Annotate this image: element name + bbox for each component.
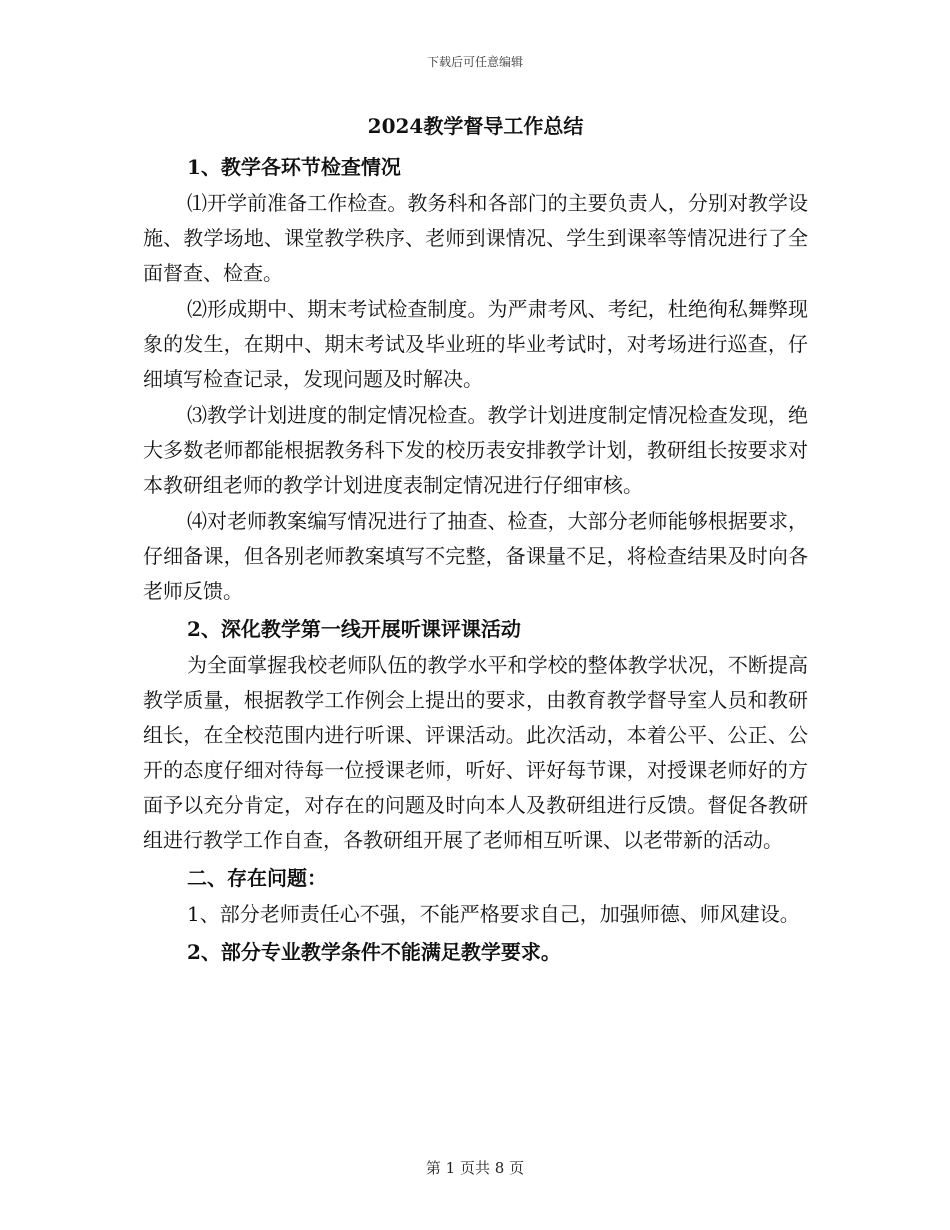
section-heading-lesson-observation: 2、深化教学第一线开展听课评课活动 [187, 617, 521, 641]
document-title: 2024教学督导工作总结 [367, 114, 584, 138]
document-body [143, 108, 808, 971]
paragraph-exam-inspection: ⑵形成期中、期末考试检查制度。为严肃考风、考纪，杜绝徇私舞弊现象的发生，在期中、期末考试及毕业班的毕业考试时，对考场进行巡查，仔细填写检查记录，发现问题及时解决。 [143, 297, 808, 391]
paragraph-lesson-observation: 为全面掌握我校老师队伍的教学水平和学校的整体教学状况，不断提高教学质量，根据教学工作例会上提出的要求，由教育教学督导室人员和教研组长，在全校范围内进行听课、评课活动。此次活动，本着公平、公正、公开的态度仔细对待每一位授课老师，听好、评好每节课，对授课老师好的方面予以充分肯定，对存在的问题及时向本人及教研组进行反馈。督促各教研组进行教学工作自查，各教研组开展了老师相互听课、以老带新的活动。 [143, 653, 808, 852]
paragraph-preparation-check: ⑴开学前准备工作检查。教务科和各部门的主要负责人，分别对教学设施、教学场地、课堂教学秩序、老师到课情况、学生到课率等情况进行了全面督查、检查。 [143, 191, 808, 285]
header-note: 下载后可任意编辑 [426, 55, 523, 69]
section-heading-inspection: 1、教学各环节检查情况 [187, 155, 401, 179]
paragraph-lesson-plan-check: ⑷对老师教案编写情况进行了抽查、检查，大部分老师能够根据要求，仔细备课，但各别老师教案填写不完整，备课量不足，将检查结果及时向各老师反馈。 [143, 509, 808, 603]
section-heading-problems: 二、存在问题： [187, 866, 327, 890]
section-heading-teaching-conditions: 2、部分专业教学条件不能满足教学要求。 [187, 940, 561, 964]
page-number: 第 1 页共 8 页 [425, 1159, 525, 1177]
paragraph-problem-responsibility: 1、部分老师责任心不强，不能严格要求自己，加强师德、师风建设。 [187, 902, 800, 926]
paragraph-teaching-plan-check: ⑶教学计划进度的制定情况检查。教学计划进度制定情况检查发现，绝大多数老师都能根据教务科下发的校历表安排教学计划，教研组长按要求对本教研组老师的教学计划进度表制定情况进行仔细审核。 [143, 403, 808, 497]
